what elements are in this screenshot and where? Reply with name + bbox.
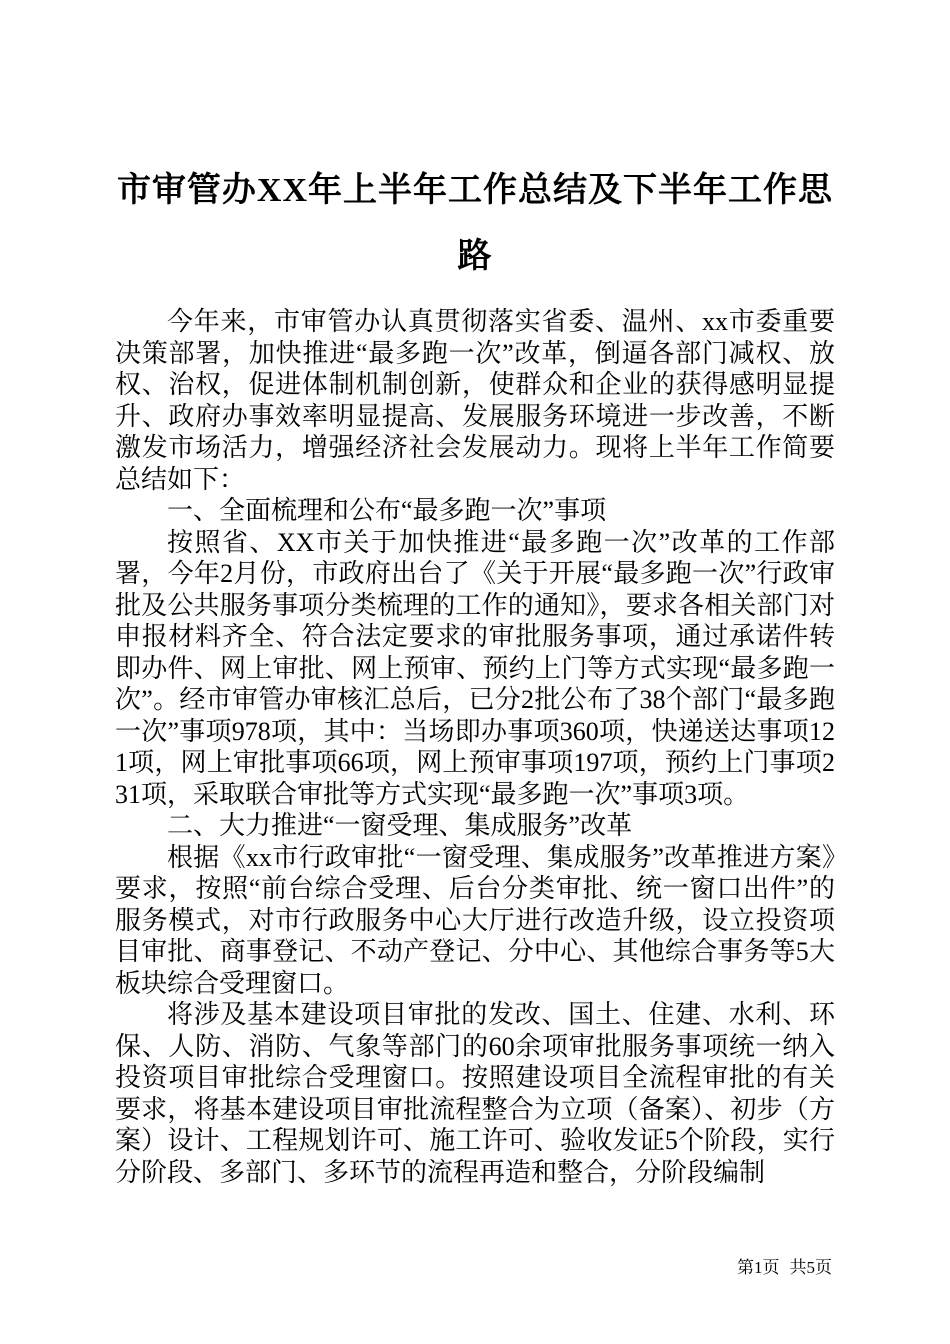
section-heading-2: 二、大力推进“一窗受理、集成服务”改革: [167, 811, 633, 840]
page-total: 共5页: [789, 1258, 832, 1277]
section-2-paragraph-1: 根据《xx市行政审批“一窗受理、集成服务”改革推进方案》要求，按照“前台综合受理、后台分类审批、统一窗口出件”的服务模式，对市行政服务中心大厅进行改造升级，设立投资项目审批、商事登记、不动产登记、分中心、其他综合事务等5大板块综合受理窗口。: [115, 842, 835, 998]
page-number: 第1页: [737, 1258, 780, 1277]
intro-paragraph: 今年来，市审管办认真贯彻落实省委、温州、xx市委重要决策部署，加快推进“最多跑一次”改革，倒逼各部门减权、放权、治权，促进体制机制创新，使群众和企业的获得感明显提升、政府办事效率明显提高、发展服务环境进一步改善，不断激发市场活力，增强经济社会发展动力。现将上半年工作简要总结如下：: [115, 307, 835, 494]
page-footer: [737, 1258, 832, 1278]
section-1-paragraph: 按照省、XX市关于加快推进“最多跑一次”改革的工作部署，今年2月份，市政府出台了《关于开展“最多跑一次”行政审批及公共服务事项分类梳理的工作的通知》，要求各相关部门对申报材料齐全、符合法定要求的审批服务事项，通过承诺件转即办件、网上审批、网上预审、预约上门等方式实现“最多跑一次”。经市审管办审核汇总后，已分2批公布了38个部门“最多跑一次”事项978项，其中：当场即办事项360项，快递送达事项121项，网上审批事项66项，网上预审事项197项，预约上门事项231项，采取联合审批等方式实现“最多跑一次”事项3项。: [115, 527, 835, 809]
document-body: [115, 306, 835, 1188]
section-2-paragraph-2: 将涉及基本建设项目审批的发改、国土、住建、水利、环保、人防、消防、气象等部门的60余项审批服务事项统一纳入投资项目审批综合受理窗口。按照建设项目全流程审批的有关要求，将基本建设项目审批流程整合为立项（备案）、初步（方案）设计、工程规划许可、施工许可、验收发证5个阶段，实行分阶段、多部门、多环节的流程再造和整合，分阶段编制: [115, 1000, 835, 1187]
section-heading-1: 一、全面梳理和公布“最多跑一次”事项: [167, 496, 607, 525]
document-title: 市审管办XX年上半年工作总结及下半年工作思路: [116, 172, 834, 275]
